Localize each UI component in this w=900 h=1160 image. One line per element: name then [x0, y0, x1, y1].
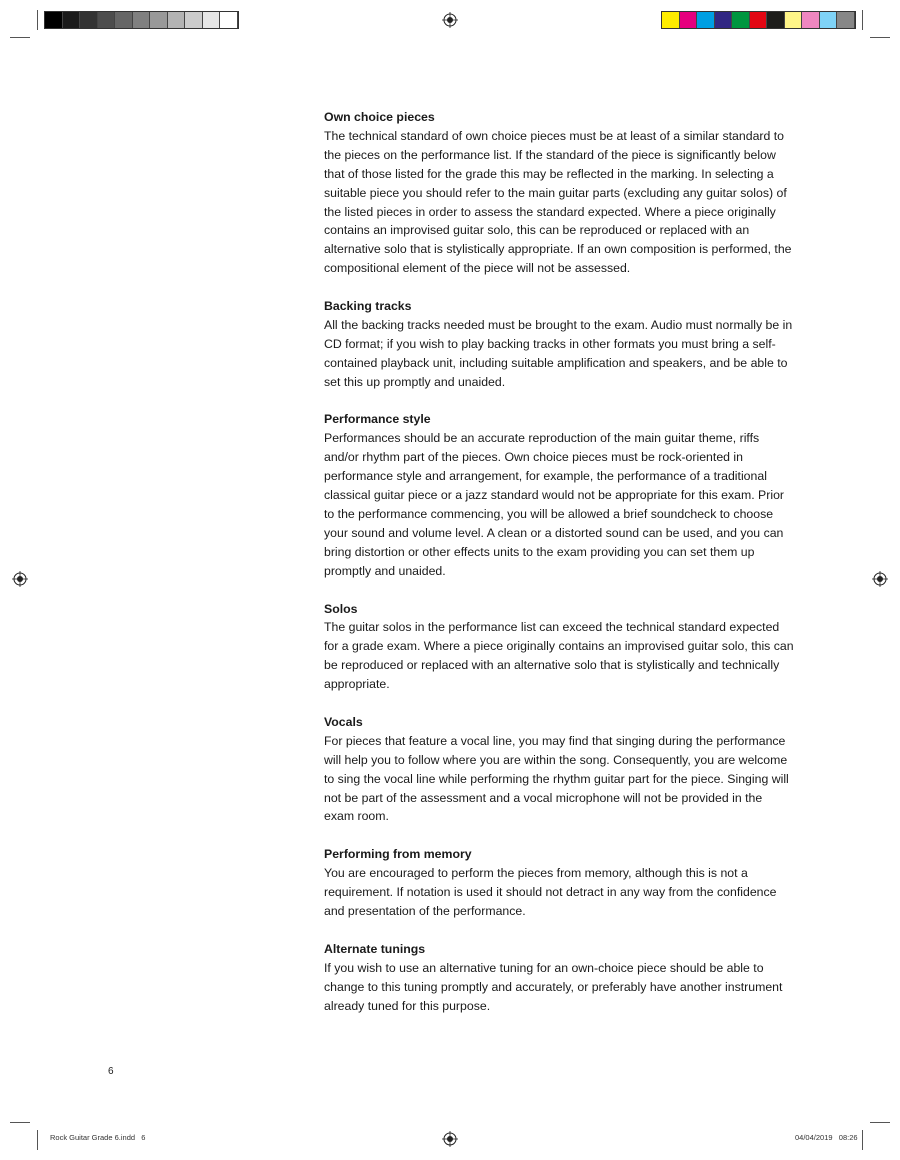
section-alternate-tunings	[324, 940, 794, 1016]
color-swatch	[185, 12, 203, 28]
color-swatch	[680, 12, 698, 28]
color-swatch	[732, 12, 750, 28]
color-calibration-bar	[661, 11, 856, 29]
crop-mark	[10, 37, 30, 38]
color-swatch	[45, 12, 63, 28]
section-body: The guitar solos in the performance list can exceed the technical standard expected for a grade exam. Where a piece originally contains an improvised guitar solo, this can be reproduced or replaced with an alternative solo that is stylistically and technically appropriate.	[324, 620, 794, 692]
section-body: Performances should be an accurate reproduction of the main guitar theme, riffs and/or rhythm part of the pieces. Own choice pieces must be rock-oriented in performance style and arrangement, for example, the performance of a traditional classical guitar piece or a jazz standard would not be appropriate for this exam. Prior to the performance commencing, you will be allowed a brief soundcheck to choose your sound and volume level. A clean or a distorted sound can be used, and you can bring distortion or other effects units to the exam providing you can set them up promptly and unaided.	[324, 431, 784, 578]
registration-mark-icon	[872, 571, 888, 587]
section-body: You are encouraged to perform the pieces from memory, although this is not a requirement. If notation is used it should not detract in any way from the confidence and presentation of the performance.	[324, 866, 777, 918]
section-performing-from-memory	[324, 845, 794, 921]
document-body	[324, 108, 794, 1034]
color-swatch	[802, 12, 820, 28]
crop-mark	[870, 37, 890, 38]
color-swatch	[203, 12, 221, 28]
color-swatch	[150, 12, 168, 28]
section-body: If you wish to use an alternative tuning for an own-choice piece should be able to change to this tuning promptly and accurately, or preferably have another instrument already tuned for this purpose.	[324, 960, 783, 1013]
crop-mark	[862, 1130, 863, 1150]
slug-datetime: 04/04/2019 08:26	[795, 1133, 858, 1142]
section-body: The technical standard of own choice pieces must be at least of a similar standard to the pieces on the performance list. If the standard of the piece is significantly below that of those listed for the grade this may be reflected in the marking. In selecting a suitable piece you should refer to the main guitar parts (excluding any guitar solos) of the listed pieces in order to assess the standard expected. Where a piece originally contains an improvised guitar solo, this can be reproduced or replaced with an alternative solo that is stylistically appropriate. If an own composition is performed, the compositional element of the piece will not be assessed.	[324, 128, 792, 276]
color-swatch	[750, 12, 768, 28]
color-swatch	[715, 12, 733, 28]
color-swatch	[98, 12, 116, 28]
section-body: For pieces that feature a vocal line, you may find that singing during the performance will help you to follow where you are within the song. Consequently, you are welcome to sing the vocal line while performing the rhythm guitar part for the piece. Singing will not be part of the assessment and a vocal microphone will not be provided in the exam room.	[324, 733, 789, 824]
crop-mark	[37, 1130, 38, 1150]
crop-mark	[862, 10, 863, 30]
color-swatch	[662, 12, 680, 28]
section-solos	[324, 600, 794, 695]
crop-mark	[37, 10, 38, 30]
section-body: All the backing tracks needed must be brought to the exam. Audio must normally be in CD format; if you wish to play backing tracks in other formats you must bring a self-contained playback unit, including suitable amplification and speakers, and be able to set this up promptly and unaided.	[324, 317, 793, 389]
section-heading: Performance style	[324, 412, 431, 427]
registration-mark-icon	[12, 571, 28, 587]
color-swatch	[820, 12, 838, 28]
color-swatch	[697, 12, 715, 28]
color-swatch	[133, 12, 151, 28]
color-swatch	[63, 12, 81, 28]
slug-filename: Rock Guitar Grade 6.indd 6	[50, 1133, 146, 1142]
color-swatch	[767, 12, 785, 28]
grayscale-calibration-bar	[44, 11, 239, 29]
color-swatch	[220, 12, 238, 28]
crop-mark	[10, 1122, 30, 1123]
registration-mark-icon	[442, 12, 458, 28]
registration-mark-icon	[442, 1131, 458, 1147]
section-heading: Own choice pieces	[324, 110, 435, 124]
section-heading: Alternate tunings	[324, 941, 426, 956]
crop-mark	[870, 1122, 890, 1123]
page-number: 6	[108, 1066, 114, 1077]
section-vocals	[324, 713, 794, 826]
color-swatch	[785, 12, 803, 28]
color-swatch	[837, 12, 855, 28]
color-swatch	[115, 12, 133, 28]
section-heading: Solos	[324, 601, 358, 616]
color-swatch	[80, 12, 98, 28]
section-heading: Vocals	[324, 714, 363, 729]
section-own-choice-pieces	[324, 108, 794, 278]
section-performance-style	[324, 410, 794, 580]
section-heading: Performing from memory	[324, 847, 472, 862]
section-heading: Backing tracks	[324, 299, 412, 314]
color-swatch	[168, 12, 186, 28]
section-backing-tracks	[324, 297, 794, 392]
